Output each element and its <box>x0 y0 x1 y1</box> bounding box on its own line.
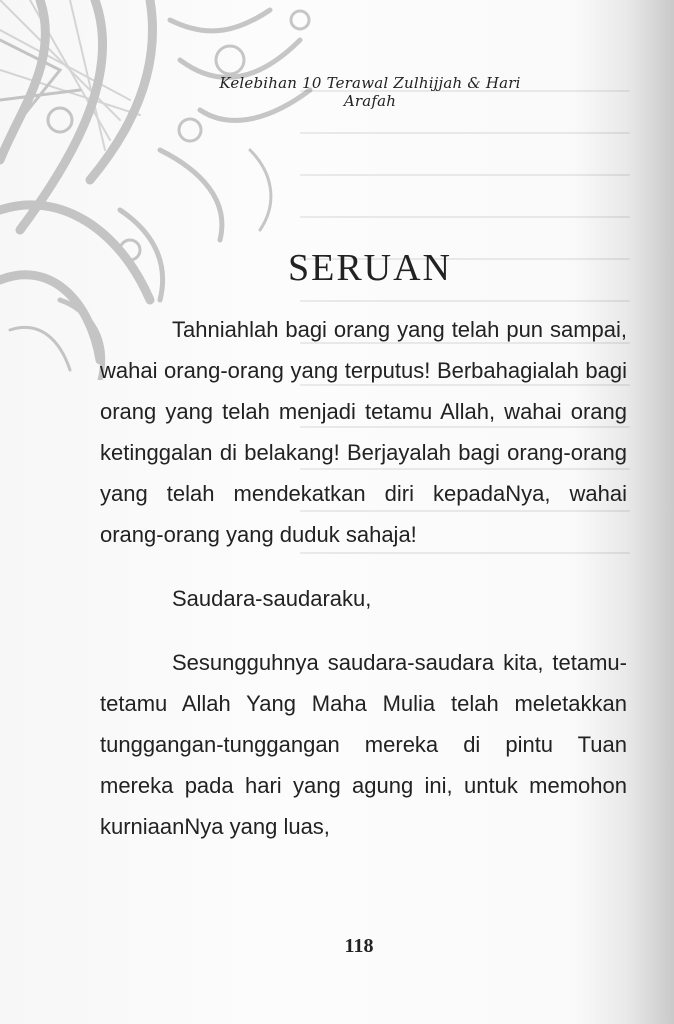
running-head: Kelebihan 10 Terawal Zulhijjah & Hari Arafah <box>219 74 521 110</box>
paragraph: Sesungguhnya saudara-saudara kita, tetamu-tetamu Allah Yang Maha Mulia telah meletakkan tunggangan-tunggangan mereka di pintu Tuan mereka pada hari yang agung ini, untuk memohon kurniaanNya yang luas, <box>100 650 627 839</box>
paragraph: Saudara-saudaraku, <box>172 586 372 611</box>
paragraph: Tahniahlah bagi orang yang telah pun sampai, wahai orang-orang yang terputus! Berbahagialah bagi orang yang telah menjadi tetamu Allah, wahai orang ketinggalan di belakang! Berjayalah bagi orang-orang yang telah mendekatkan diri kepadaNya, wahai orang-orang yang duduk sahaja! <box>100 317 627 547</box>
body-text <box>100 309 627 870</box>
section-title: SERUAN <box>287 247 453 289</box>
page-number: 118 <box>344 935 374 957</box>
